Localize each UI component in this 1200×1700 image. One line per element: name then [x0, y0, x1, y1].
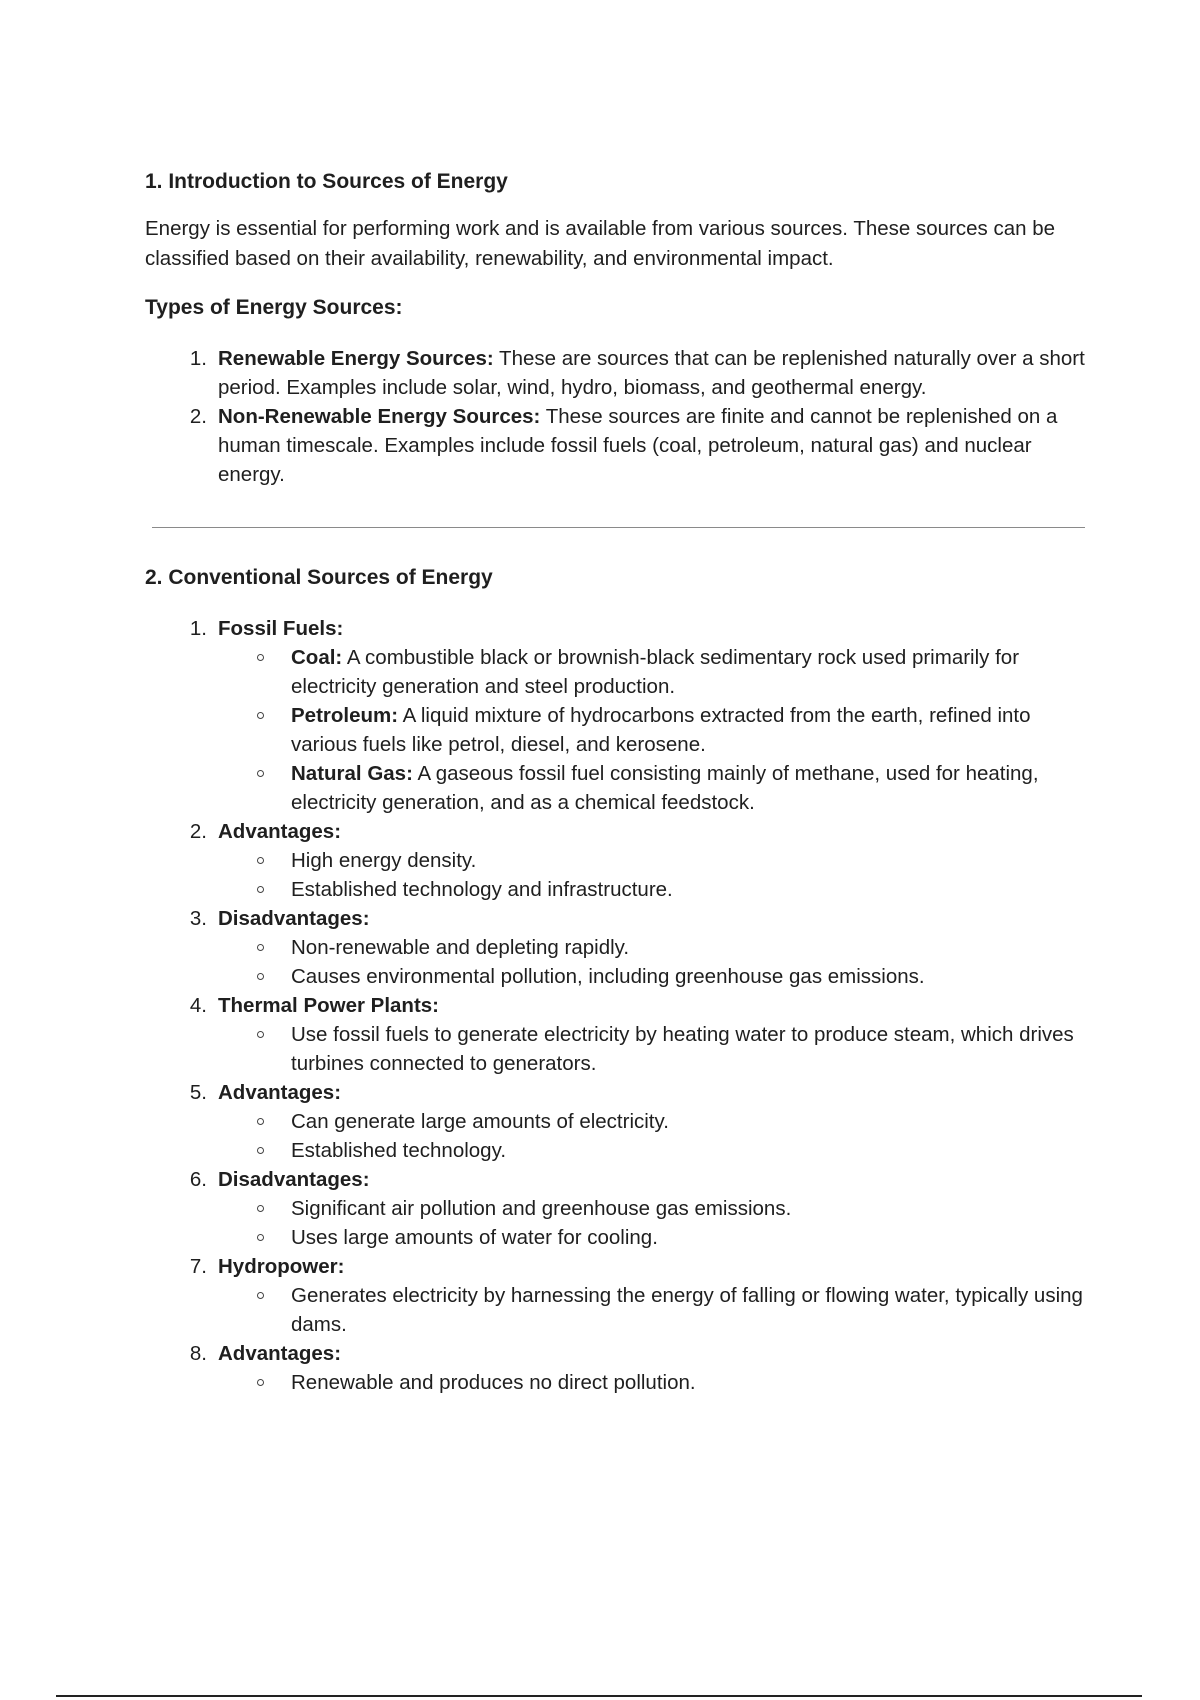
- sub-list-item: [218, 1281, 1085, 1339]
- sub-item-label: Natural Gas:: [291, 762, 413, 785]
- sub-list-item: [218, 846, 1085, 875]
- list-item: [145, 1165, 1085, 1252]
- hollow-bullet-icon: [257, 886, 264, 893]
- sub-item-text: Use fossil fuels to generate electricity by heating water to produce steam, which drives turbines connected to generators.: [291, 1023, 1074, 1075]
- list-item: [145, 817, 1085, 904]
- sub-list-item: [218, 1107, 1085, 1136]
- sub-item-text: Established technology and infrastructure.: [291, 878, 673, 901]
- hollow-bullet-icon: [257, 1147, 264, 1154]
- hollow-bullet-icon: [257, 1292, 264, 1299]
- page-bottom-rule: [56, 1695, 1142, 1697]
- hollow-bullet-icon: [257, 1031, 264, 1038]
- sub-list-item: [218, 1020, 1085, 1078]
- item-label: Disadvantages:: [218, 1168, 370, 1191]
- hollow-bullet-icon: [257, 654, 264, 661]
- sub-item-label: Coal:: [291, 646, 343, 669]
- list-item: [145, 904, 1085, 991]
- sub-item-text: Generates electricity by harnessing the energy of falling or flowing water, typically using dams.: [291, 1284, 1083, 1336]
- item-label: Disadvantages:: [218, 907, 370, 930]
- sub-item-text: Uses large amounts of water for cooling.: [291, 1226, 658, 1249]
- hollow-bullet-icon: [257, 857, 264, 864]
- sub-list: [218, 1194, 1085, 1252]
- list-number: 2.: [189, 405, 207, 428]
- sub-item-label: Petroleum:: [291, 704, 399, 727]
- sub-list: [218, 1020, 1085, 1078]
- list-item: [145, 344, 1085, 402]
- conventional-sources-list: [145, 614, 1085, 1397]
- list-item: [145, 402, 1085, 489]
- item-label: Fossil Fuels:: [218, 617, 344, 640]
- energy-types-list: [145, 344, 1085, 489]
- sub-item-text: Renewable and produces no direct pollution.: [291, 1371, 696, 1394]
- list-number: 1.: [189, 617, 207, 640]
- list-number: 1.: [189, 347, 207, 370]
- sub-list-item: [218, 1136, 1085, 1165]
- sub-list: [218, 933, 1085, 991]
- list-item: [145, 991, 1085, 1078]
- sub-list: [218, 643, 1085, 817]
- sub-list-item: [218, 1194, 1085, 1223]
- list-item: [145, 1339, 1085, 1397]
- section-1-intro: Energy is essential for performing work and is available from various sources. These sources can be classified based on their availability, renewability, and environmental impact.: [145, 217, 1056, 270]
- sub-list-item: [218, 933, 1085, 962]
- item-label: Advantages:: [218, 1342, 342, 1365]
- item-label: Advantages:: [218, 1081, 342, 1104]
- hollow-bullet-icon: [257, 973, 264, 980]
- sub-list: [218, 1281, 1085, 1339]
- hollow-bullet-icon: [257, 770, 264, 777]
- horizontal-divider: [152, 527, 1085, 528]
- section-2-title: 2. Conventional Sources of Energy: [145, 566, 493, 589]
- item-text: These sources are finite and cannot be replenished on a human timescale. Examples include fossil fuels (coal, petroleum, natural gas) and nuclear energy.: [218, 405, 1058, 486]
- types-heading: Types of Energy Sources:: [145, 296, 403, 319]
- list-number: 2.: [189, 820, 207, 843]
- list-item: [145, 614, 1085, 817]
- item-text: These are sources that can be replenished naturally over a short period. Examples include solar, wind, hydro, biomass, and geothermal energy.: [218, 347, 1085, 399]
- sub-item-text: A gaseous fossil fuel consisting mainly of methane, used for heating, electricity generation, and as a chemical feedstock.: [291, 762, 1039, 814]
- sub-list-item: [218, 962, 1085, 991]
- sub-item-text: Can generate large amounts of electricity.: [291, 1110, 669, 1133]
- sub-list-item: [218, 1223, 1085, 1252]
- hollow-bullet-icon: [257, 1379, 264, 1386]
- sub-item-text: Significant air pollution and greenhouse gas emissions.: [291, 1197, 792, 1220]
- sub-item-text: Established technology.: [291, 1139, 507, 1162]
- item-label: Advantages:: [218, 820, 342, 843]
- item-label: Non-Renewable Energy Sources:: [218, 405, 541, 428]
- sub-item-text: A liquid mixture of hydrocarbons extracted from the earth, refined into various fuels like petrol, diesel, and kerosene.: [291, 704, 1031, 756]
- list-number: 6.: [189, 1168, 207, 1191]
- list-number: 8.: [189, 1342, 207, 1365]
- hollow-bullet-icon: [257, 944, 264, 951]
- item-label: Hydropower:: [218, 1255, 345, 1278]
- hollow-bullet-icon: [257, 1118, 264, 1125]
- sub-list-item: [218, 701, 1085, 759]
- item-label: Thermal Power Plants:: [218, 994, 440, 1017]
- sub-list-item: [218, 643, 1085, 701]
- sub-list: [218, 1368, 1085, 1397]
- sub-list-item: [218, 1368, 1085, 1397]
- list-number: 5.: [189, 1081, 207, 1104]
- list-number: 3.: [189, 907, 207, 930]
- sub-item-text: High energy density.: [291, 849, 477, 872]
- sub-item-text: Causes environmental pollution, including greenhouse gas emissions.: [291, 965, 925, 988]
- sub-list-item: [218, 875, 1085, 904]
- sub-item-text: Non-renewable and depleting rapidly.: [291, 936, 630, 959]
- section-1-title: 1. Introduction to Sources of Energy: [145, 170, 508, 193]
- item-label: Renewable Energy Sources:: [218, 347, 494, 370]
- sub-list: [218, 1107, 1085, 1165]
- sub-list-item: [218, 759, 1085, 817]
- list-item: [145, 1078, 1085, 1165]
- sub-list: [218, 846, 1085, 904]
- list-item: [145, 1252, 1085, 1339]
- sub-item-text: A combustible black or brownish-black sedimentary rock used primarily for electricity generation and steel production.: [291, 646, 1020, 698]
- document-page: [145, 168, 1085, 1397]
- hollow-bullet-icon: [257, 1234, 264, 1241]
- list-number: 7.: [189, 1255, 207, 1278]
- list-number: 4.: [189, 994, 207, 1017]
- hollow-bullet-icon: [257, 712, 264, 719]
- hollow-bullet-icon: [257, 1205, 264, 1212]
